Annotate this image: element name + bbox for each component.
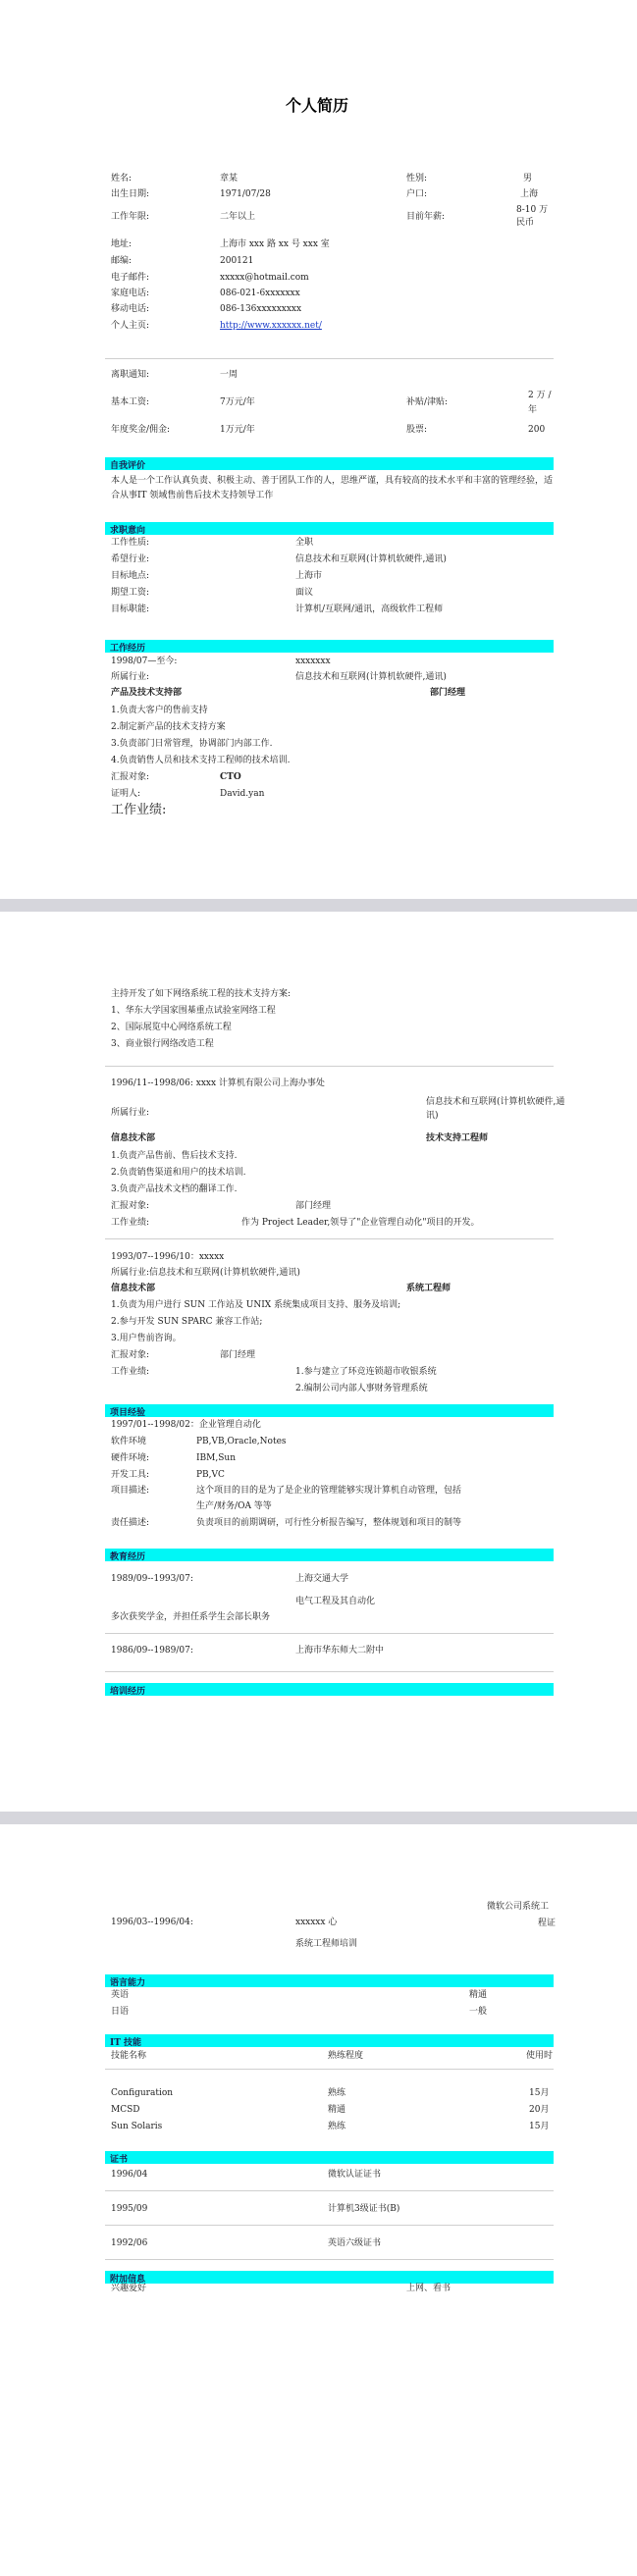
industry-label: 希望行业: bbox=[111, 554, 150, 564]
bonus-label: 年度奖金/佣金: bbox=[111, 425, 171, 435]
job3-title: 系统工程师 bbox=[406, 1284, 451, 1293]
project-env: PB,VB,Oracle,Notes bbox=[196, 1437, 287, 1446]
section-certificates bbox=[105, 2151, 554, 2164]
it-skill-name: Configuration bbox=[111, 2088, 174, 2098]
job1-company: xxxxxxx bbox=[295, 657, 331, 666]
it-skill-level: 精通 bbox=[328, 2105, 346, 2115]
job1-perf-label: 工作业绩: bbox=[111, 803, 167, 817]
job2-perf-label: 工作业绩: bbox=[111, 1218, 150, 1228]
project-desc-line1: 这个项目的目的是为了是企业的管理能够实现计算机自动管理，包括 bbox=[196, 1486, 462, 1496]
project-desc-line2: 生产/财务/OA 等等 bbox=[196, 1501, 272, 1511]
bonus-value: 1万元/年 bbox=[220, 425, 255, 435]
cert-date: 1995/09 bbox=[111, 2204, 148, 2214]
subsidy-value-line1: 2 万 / bbox=[528, 391, 552, 400]
job2-industry-label: 所属行业: bbox=[111, 1108, 150, 1118]
it-col-name: 技能名称 bbox=[111, 2051, 147, 2061]
job3-industry: 所属行业:信息技术和互联网(计算机软硬件,通讯) bbox=[111, 1268, 300, 1278]
page-separator bbox=[0, 1812, 637, 1824]
job1-duty: 1.负责大客户的售前支持 bbox=[111, 706, 208, 715]
training-org: xxxxxx 心 bbox=[295, 1918, 338, 1927]
section-education bbox=[105, 1549, 554, 1561]
training-course: 系统工程师培训 bbox=[295, 1939, 358, 1949]
gender-value: 男 bbox=[523, 174, 533, 184]
zip-value: 200121 bbox=[220, 256, 254, 266]
divider bbox=[105, 2190, 554, 2191]
job2-report: 部门经理 bbox=[295, 1201, 332, 1211]
job2-industry-line1: 信息技术和互联网(计算机软硬件,通 bbox=[426, 1097, 565, 1107]
job2-perf: 作为 Project Leader,领导了"企业管理自动化"项目的开发。 bbox=[241, 1218, 480, 1228]
job2-industry-line2: 讯) bbox=[426, 1111, 439, 1121]
cert-name: 英语六级证书 bbox=[328, 2238, 382, 2248]
project-duty: 负责项目的前期调研，可行性分析报告编写，整体规划和项目的制等 bbox=[196, 1518, 462, 1528]
job1-perf-item: 2、国际展览中心网络系统工程 bbox=[111, 1023, 232, 1032]
birth-value: 1971/07/28 bbox=[220, 189, 271, 199]
notice-value: 一周 bbox=[220, 370, 239, 380]
it-skill-name: Sun Solaris bbox=[111, 2122, 163, 2131]
language-name: 英语 bbox=[111, 1990, 130, 2000]
job2-period: 1996/11--1998/06: xxxx 计算机有限公司上海办事处 bbox=[111, 1078, 325, 1088]
home-phone-value: 086-021-6xxxxxxx bbox=[220, 289, 300, 298]
position-value: 计算机/互联网/通讯，高级软件工程师 bbox=[295, 605, 444, 614]
page-title: 个人简历 bbox=[286, 96, 349, 115]
project-hw-label: 硬件环境: bbox=[111, 1453, 150, 1463]
location-label: 目标地点: bbox=[111, 571, 150, 581]
stock-value: 200 bbox=[528, 425, 546, 435]
it-col-level: 熟练程度 bbox=[328, 2051, 364, 2061]
section-training bbox=[105, 1683, 554, 1696]
years-value: 二年以上 bbox=[220, 212, 256, 222]
name-value: 章某 bbox=[220, 174, 239, 184]
language-level: 精通 bbox=[469, 1990, 488, 2000]
divider bbox=[105, 1633, 554, 1634]
job1-duty: 4.负责销售人员和技术支持工程师的技术培训. bbox=[111, 756, 291, 765]
job-type-value: 全职 bbox=[295, 538, 314, 548]
base-salary-label: 基本工资: bbox=[111, 397, 150, 407]
job3-dept: 信息技术部 bbox=[111, 1284, 156, 1293]
job1-duty: 3.负责部门日常管理，协调部门内部工作. bbox=[111, 739, 273, 749]
edu2-school: 上海市华东师大二附中 bbox=[295, 1646, 385, 1656]
job1-perf-item: 1、华东大学国家围棊重点试验室网络工程 bbox=[111, 1006, 276, 1016]
section-it-skills bbox=[105, 2034, 554, 2047]
project-period: 1997/01--1998/02：企业管理自动化 bbox=[111, 1420, 261, 1430]
divider bbox=[105, 1671, 554, 1672]
project-env-label: 软件环境 bbox=[111, 1437, 147, 1446]
section-title: 工作经历 bbox=[110, 644, 146, 654]
homepage-link[interactable]: http://www.xxxxxx.net/ bbox=[220, 321, 322, 331]
edu1-period: 1989/09--1993/07: bbox=[111, 1574, 193, 1584]
job3-duty: 3.用户售前咨询。 bbox=[111, 1334, 182, 1343]
hukou-label: 户口: bbox=[406, 189, 428, 199]
job1-ref-label: 证明人: bbox=[111, 789, 141, 799]
subsidy-value-line2: 年 bbox=[528, 405, 538, 415]
section-title: 教育经历 bbox=[110, 1552, 146, 1562]
mobile-label: 移动电话: bbox=[111, 304, 150, 314]
job3-perf-item: 1.参与建立了环竞连锁超市收银系统 bbox=[295, 1367, 437, 1377]
edu1-school: 上海交通大学 bbox=[295, 1574, 349, 1584]
job1-dept: 产品及技术支持部 bbox=[111, 688, 183, 698]
mobile-value: 086-136xxxxxxxxx bbox=[220, 304, 302, 314]
section-title: 证书 bbox=[110, 2155, 129, 2165]
salary-label: 目前年薪: bbox=[406, 212, 446, 222]
project-duty-label: 责任描述: bbox=[111, 1518, 150, 1528]
job3-report-label: 汇报对象: bbox=[111, 1350, 150, 1360]
section-self-eval bbox=[105, 457, 554, 470]
job3-duty: 2.参与开发 SUN SPARC 兼容工作站; bbox=[111, 1317, 263, 1327]
subsidy-label: 补贴/津贴: bbox=[406, 397, 449, 407]
it-skill-level: 熟练 bbox=[328, 2122, 346, 2131]
cert-name: 计算机3级证书(B) bbox=[328, 2204, 400, 2214]
project-tools-label: 开发工具: bbox=[111, 1470, 150, 1480]
it-skill-level: 熟练 bbox=[328, 2088, 346, 2098]
section-title: IT 技能 bbox=[110, 2038, 142, 2048]
location-value: 上海市 bbox=[295, 571, 323, 581]
job1-industry: 信息技术和互联网(计算机软硬件,通讯) bbox=[295, 672, 447, 682]
job3-period: 1993/07--1996/10：xxxxx bbox=[111, 1252, 225, 1262]
language-level: 一般 bbox=[469, 2007, 488, 2017]
divider bbox=[105, 1238, 554, 1239]
years-label: 工作年限: bbox=[111, 212, 150, 222]
divider bbox=[105, 358, 554, 359]
project-desc-label: 项目描述: bbox=[111, 1486, 150, 1496]
training-cert-line2: 程证 bbox=[538, 1919, 557, 1928]
hukou-value: 上海 bbox=[520, 189, 539, 199]
salary-value-line1: 8-10 万 bbox=[516, 205, 549, 215]
it-col-time: 使用时 bbox=[526, 2051, 554, 2061]
section-title: 求职意向 bbox=[110, 526, 146, 536]
section-title: 培训经历 bbox=[110, 1687, 146, 1697]
job1-report: CTO bbox=[220, 772, 241, 782]
divider bbox=[105, 2069, 554, 2070]
job1-report-label: 汇报对象: bbox=[111, 772, 150, 782]
position-label: 目标职能: bbox=[111, 605, 150, 614]
section-work bbox=[105, 640, 554, 653]
edu1-note: 多次获奖学金，并担任系学生会部长职务 bbox=[111, 1612, 271, 1622]
job2-dept: 信息技术部 bbox=[111, 1133, 156, 1143]
job1-ref: David.yan bbox=[220, 789, 265, 799]
resume-page-3 bbox=[0, 1824, 637, 2576]
salary-value-line2: 民币 bbox=[516, 218, 535, 228]
notice-label: 离职通知: bbox=[111, 370, 150, 380]
industry-value: 信息技术和互联网(计算机软硬件,通讯) bbox=[295, 554, 447, 564]
section-intent bbox=[105, 522, 554, 535]
it-skill-time: 20月 bbox=[529, 2105, 550, 2115]
language-name: 日语 bbox=[111, 2007, 130, 2017]
section-title: 自我评价 bbox=[110, 461, 146, 471]
expected-salary-value: 面议 bbox=[295, 588, 314, 598]
edu2-period: 1986/09--1989/07: bbox=[111, 1646, 193, 1656]
divider bbox=[105, 2259, 554, 2260]
gender-label: 性别: bbox=[406, 174, 428, 184]
section-language bbox=[105, 1974, 554, 1987]
job1-industry-label: 所属行业: bbox=[111, 672, 150, 682]
job3-duty: 1.负责为用户进行 SUN 工作站及 UNIX 系统集成项目支持、服务及培训; bbox=[111, 1300, 401, 1310]
address-value: 上海市 xxx 路 xx 号 xxx 室 bbox=[220, 239, 330, 249]
it-skill-time: 15月 bbox=[529, 2088, 550, 2098]
section-project bbox=[105, 1404, 554, 1417]
email-value[interactable]: xxxxx@hotmail.com bbox=[220, 273, 309, 283]
section-title: 语言能力 bbox=[110, 1978, 146, 1988]
project-tools: PB,VC bbox=[196, 1470, 225, 1480]
homepage-label: 个人主页: bbox=[111, 321, 150, 331]
page-separator bbox=[0, 899, 637, 912]
section-extra bbox=[105, 2271, 554, 2284]
job1-title: 部门经理 bbox=[430, 688, 466, 698]
job3-perf-label: 工作业绩: bbox=[111, 1367, 150, 1377]
edu1-major: 电气工程及其自动化 bbox=[295, 1597, 376, 1606]
job1-period: 1998/07—至今: bbox=[111, 657, 178, 666]
job2-duty: 2.负责销售渠道和用户的技术培训. bbox=[111, 1168, 246, 1178]
divider bbox=[105, 1066, 554, 1067]
divider bbox=[105, 2225, 554, 2226]
job3-perf-item: 2.编制公司内部人事财务管理系统 bbox=[295, 1384, 428, 1393]
home-phone-label: 家庭电话: bbox=[111, 289, 150, 298]
section-title: 项目经验 bbox=[110, 1408, 146, 1418]
job2-duty: 3.负责产品技术文档的翻译工作. bbox=[111, 1184, 238, 1194]
cert-name: 微软认证证书 bbox=[328, 2170, 382, 2180]
section-title: 附加信息 bbox=[110, 2275, 146, 2285]
it-skill-time: 15月 bbox=[529, 2122, 550, 2131]
stock-label: 股票: bbox=[406, 425, 428, 435]
job-type-label: 工作性质: bbox=[111, 538, 150, 548]
cert-date: 1996/04 bbox=[111, 2170, 148, 2180]
job3-report: 部门经理 bbox=[220, 1350, 256, 1360]
training-period: 1996/03--1996/04: bbox=[111, 1918, 193, 1927]
job1-duty: 2.制定新产品的技术支持方案 bbox=[111, 722, 226, 732]
resume-page-1 bbox=[0, 0, 637, 899]
job1-perf-item: 3、商业银行网络改造工程 bbox=[111, 1039, 214, 1049]
project-hw: IBM,Sun bbox=[196, 1453, 237, 1463]
it-skill-name: MCSD bbox=[111, 2105, 140, 2115]
job1-perf-intro: 主持开发了如下网络系统工程的技术支持方案: bbox=[111, 989, 292, 999]
name-label: 姓名: bbox=[111, 174, 133, 184]
birth-label: 出生日期: bbox=[111, 189, 150, 199]
training-cert-line1: 微软公司系统工 bbox=[487, 1902, 550, 1912]
expected-salary-label: 期望工资: bbox=[111, 588, 150, 598]
self-eval-text: 本人是一个工作认真负责、积极主动、善于团队工作的人，思维严谨，具有较高的技术水平和丰富的管理经验，适合从事IT 领域售前售后技术支持领导工作 bbox=[111, 476, 554, 500]
email-label: 电子邮件: bbox=[111, 273, 150, 283]
cert-date: 1992/06 bbox=[111, 2238, 148, 2248]
address-label: 地址: bbox=[111, 239, 133, 249]
job2-report-label: 汇报对象: bbox=[111, 1201, 150, 1211]
hobby-label: 兴趣爱好 bbox=[111, 2284, 147, 2293]
hobby-value: 上网、看书 bbox=[406, 2284, 451, 2293]
base-salary-value: 7万元/年 bbox=[220, 397, 255, 407]
resume-page-2 bbox=[0, 912, 637, 1812]
zip-label: 邮编: bbox=[111, 256, 133, 266]
job2-duty: 1.负责产品售前、售后技术支持. bbox=[111, 1151, 238, 1161]
job2-title: 技术支持工程师 bbox=[426, 1133, 489, 1143]
